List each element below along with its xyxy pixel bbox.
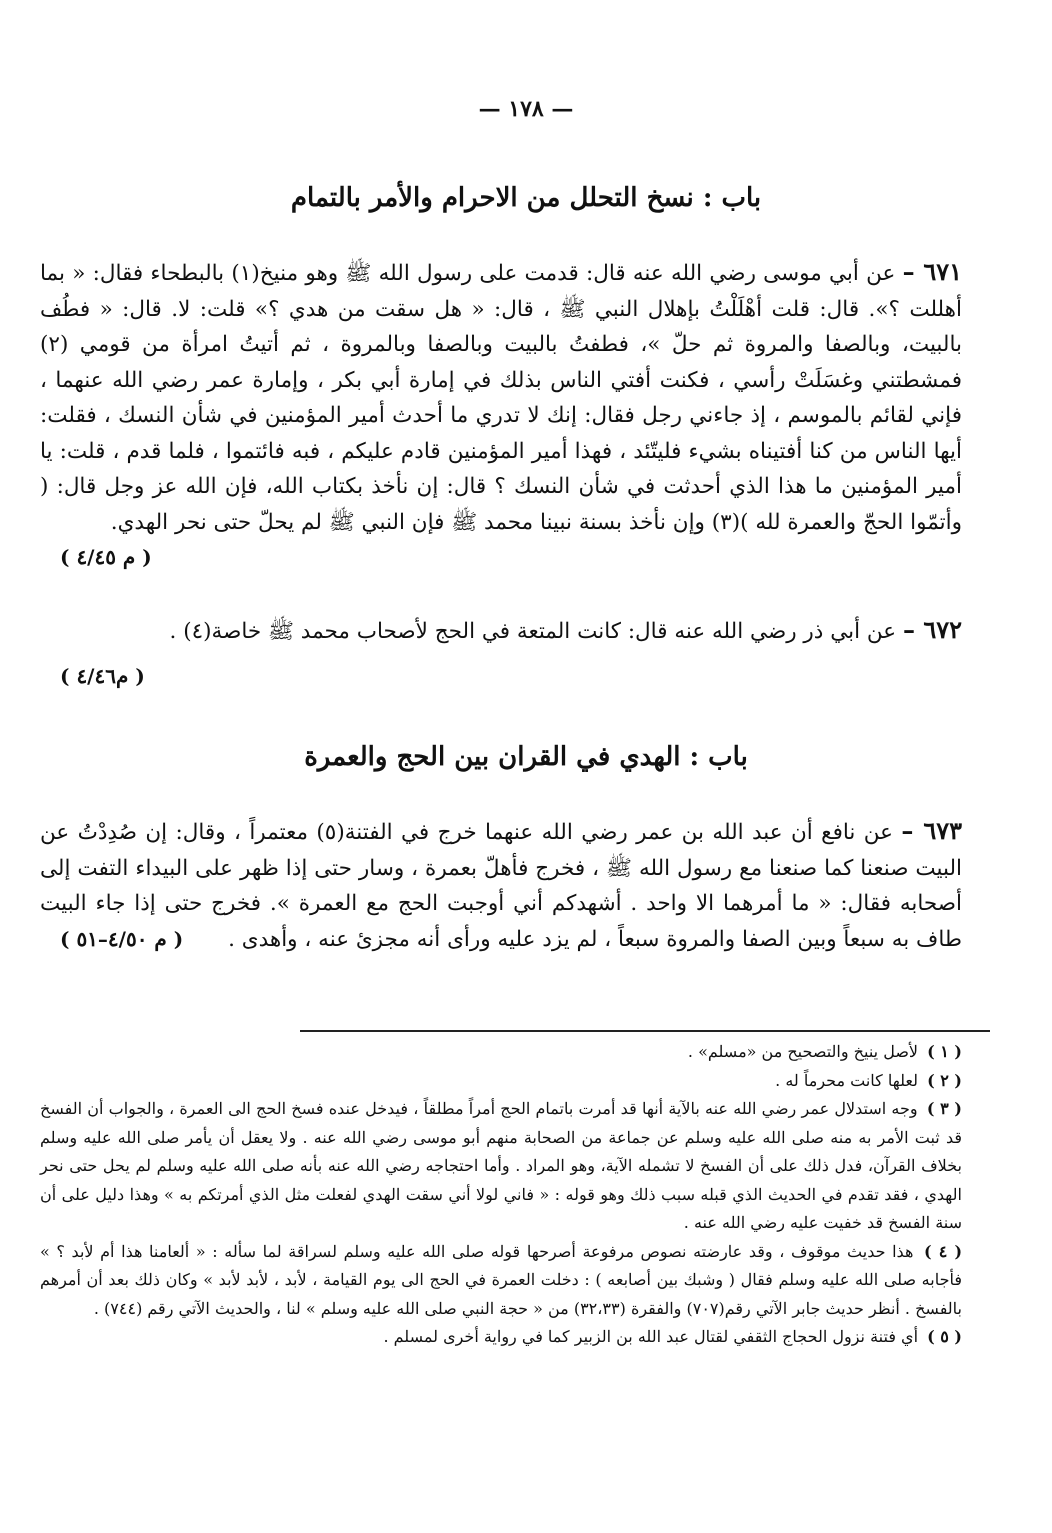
footnote-text: لأصل ينيخ والتصحيح من «مسلم» . (687, 1042, 919, 1061)
footnote-label: ( ٥ ) (927, 1327, 962, 1346)
footnote-text: لعلها كانت محرماً له . (775, 1070, 919, 1090)
hadith-number: ٦٧٢ – (902, 615, 962, 644)
hadith-text: عن أبي ذر رضي الله عنه قال: كانت المتعة في الحج لأصحاب محمد ﷺ خاصة(٤) . (169, 619, 897, 644)
footnote-text: هذا حديث موقوف ، وقد عارضته نصوص مرفوعة أصرحها قوله صلى الله عليه وسلم لسراقة لما سأله : « ألعامنا هذا أم لأبد ؟ » فأجابه صلى الله عليه وسلم فقال ( وشبك بين أصابعه ) : دخلت العمرة في الحج الى يوم القيامة ، لأبد ، لأبد لأبد » وكان ذلك بعد أن أمرهم بالفسخ . أنظر حديث جابر الآتي رقم(٧٠٧) والفقرة (٣٢،٣٣) من « حجة النبي صلى الله عليه وسلم » لنا ، والحديث الآتي رقم (٧٤٤) . (40, 1241, 962, 1318)
hadith-number: ٦٧٣ – (901, 816, 962, 845)
hadith-673 (40, 813, 962, 957)
footnote-text: وجه استدلال عمر رضي الله عنه بالآية أنها قد أمرت باتمام الحج أمراً مطلقاً ، فيدخل عنده فسخ الحج الى العمرة ، والجواب أن الفسخ قد ثبت الأمر به منه صلى الله عليه وسلم عن جماعة من الصحابة منهم أبو موسى رضي الله عنه . ولا يعقل أن يأمر صلى الله عليه وسلم بخلاف القرآن، فدل ذلك على أن الفسخ لا تشمله الآية، وهو المراد . وأما احتجاجه رضي الله عنه بأنه صلى الله عليه وسلم لم يحل حتى نحر الهدي ، فقد تقدم في الحديث الذي قبله سبب ذلك وهو قوله : « فاني لولا أني سقت الهدي لفعلت مثل الذي أمرتكم به » وهذا دليل على أن سنة الفسخ قد خفيت عليه رضي الله عنه . (40, 1099, 962, 1232)
footnote-divider (300, 1030, 990, 1032)
footnote-label: ( ٢ ) (927, 1070, 962, 1090)
hadith-text: عن أبي موسى رضي الله عنه قال: قدمت على رسول الله ﷺ وهو منيخ(١) بالبطحاء فقال: « بما أهللت ؟». قال: قلت أهْلَلْتُ بإهلال النبي ﷺ ، قال: « هل سقت من هدي ؟» قلت: لا. قال: « فطُف بالبيت، وبالصفا والمروة ثم حلّ »، فطفتُ بالبيت وبالصفا وبالمروة ، ثم أتيتُ امرأة من قومي (٢) فمشطتني وغسَلَتْ رأسي ، فكنت أفتي الناس بذلك في إمارة أبي بكر ، وإمارة عمر رضي الله عنهما ، فإني لقائم بالموسم ، إذ جاءني رجل فقال: إنك لا تدري ما أحدث أمير المؤمنين في شأن النسك ، فقلت: أيها الناس من كنا أفتيناه بشيء فليتّئد ، فهذا أمير المؤمنين قادم عليكم ، فبه فائتموا ، فلما قدم ، قلت: يا أمير المؤمنين ما هذا الذي أحدثت في شأن النسك ؟ قال: إن نأخذ بكتاب الله، فإن الله عز وجل قال: ( وأتمّوا الحجّ والعمرة لله )(٣) وإن نأخذ بسنة نبينا محمد ﷺ فإن النبي ﷺ لم يحلّ حتى نحر الهدي. (40, 261, 962, 535)
footnote-text: أي فتنة نزول الحجاج الثقفي لقتال عبد الله بن الزبير كما في رواية أخرى لمسلم . (383, 1327, 919, 1346)
hadith-671 (40, 254, 962, 576)
hadith-reference: ( م ٤/٥٠–٥١ ) (60, 926, 184, 951)
hadith-672 (40, 612, 962, 650)
footnote-3 (40, 1095, 962, 1238)
footnote-2 (40, 1067, 962, 1096)
footnote-4 (40, 1238, 962, 1324)
footnote-1 (40, 1038, 962, 1067)
footnotes (40, 1038, 962, 1352)
footnote-label: ( ٣ ) (926, 1099, 962, 1118)
chapter-heading: باب : الهدي في القران بين الحج والعمرة (304, 742, 748, 772)
hadith-reference: ( م٤/٤٦ ) (60, 664, 145, 688)
hadith-text: عن نافع أن عبد الله بن عمر رضي الله عنهما خرج في الفتنة(٥) معتمراً ، وقال: إن صُدِدْتُ عن البيت صنعنا كما صنعنا مع رسول الله ﷺ ، فخرج فأهلّ بعمرة ، وسار حتى إذا ظهر على البيداء التفت إلى أصحابه فقال: « ما أمرهما الا واحد . أشهدكم أني أوجبت الحج مع العمرة ». فخرج حتى إذا جاء البيت طاف به سبعاً وبين الصفا والمروة سبعاً ، لم يزد عليه ورأى أنه مجزئ عنه ، وأهدى . (40, 820, 963, 952)
footnote-label: ( ١ ) (927, 1042, 962, 1061)
hadith-number: ٦٧١ – (902, 257, 962, 286)
footnote-5 (40, 1323, 962, 1352)
hadith-reference: ( م ٤/٤٥ ) (60, 545, 152, 569)
page-number: — ١٧٨ — (478, 96, 574, 122)
footnote-label: ( ٤ ) (924, 1241, 963, 1261)
chapter-heading: باب : نسخ التحلل من الاحرام والأمر بالتمام (290, 183, 762, 213)
